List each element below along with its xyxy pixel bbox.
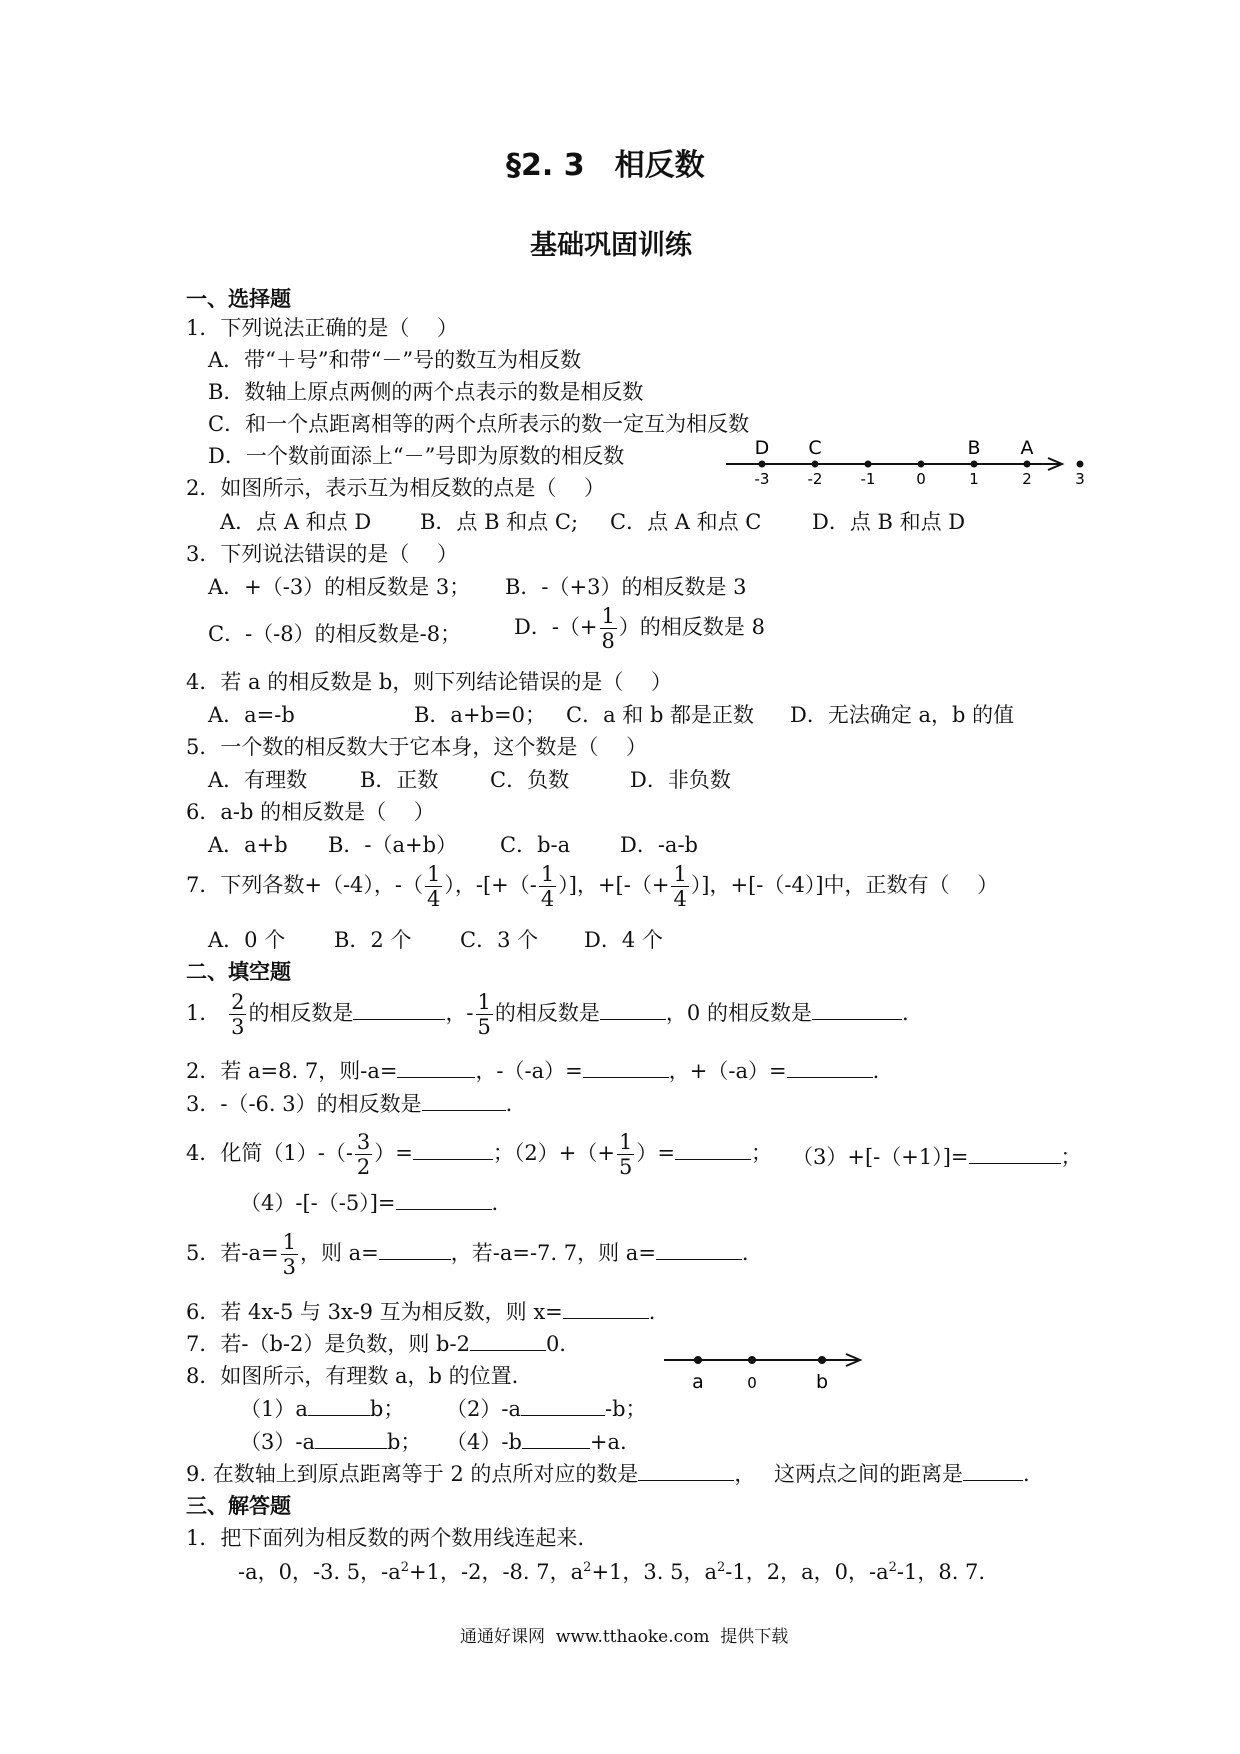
q1-option-d: D．一个数前面添上“－”号即为原数的相反数 <box>208 444 625 468</box>
section-heading-choice: 一、选择题 <box>186 287 291 311</box>
q6-option-c: C．b-a <box>500 833 571 857</box>
number-line-figure-1 <box>720 430 1085 490</box>
answer-blank[interactable] <box>396 1189 492 1210</box>
answer-blank[interactable] <box>521 1395 605 1416</box>
section-heading-solve: 三、解答题 <box>186 1494 291 1518</box>
denominator: 3 <box>282 1255 296 1279</box>
q5-option-d: D．非负数 <box>630 768 731 792</box>
q4-option-d: D．无法确定 a，b 的值 <box>790 703 1015 727</box>
q1-option-a: A．带“＋号”和带“－”号的数互为相反数 <box>208 348 582 372</box>
footer-site-name: 通通好课网 <box>460 1627 545 1647</box>
q2-option-b: B．点 B 和点 C; <box>420 510 579 534</box>
point-label: b <box>815 1371 829 1393</box>
fill-question-9-part-2 <box>774 1460 1030 1488</box>
text: b； <box>386 1430 422 1454</box>
q3-option-b: B．-（+3）的相反数是 3 <box>505 575 747 599</box>
text: . <box>491 1191 499 1215</box>
answer-blank[interactable] <box>787 1057 873 1078</box>
fill-question-2 <box>186 1057 879 1085</box>
question-5-stem: 5．一个数的相反数大于它本身，这个数是（ ） <box>186 735 648 759</box>
text: 7．若-（b-2）是负数，则 b-2 <box>186 1332 470 1356</box>
text: b； <box>369 1397 405 1421</box>
question-3-stem: 3．下列说法错误的是（ ） <box>186 542 459 566</box>
point-dot <box>818 1356 826 1364</box>
answer-blank[interactable] <box>656 1239 742 1260</box>
fill-question-8-parts-1-2 <box>240 1395 404 1423</box>
tick-dot <box>1077 461 1084 468</box>
text: . <box>741 1241 749 1265</box>
text: （2）-a <box>446 1397 521 1421</box>
numerator: 3 <box>356 1130 371 1154</box>
answer-blank[interactable] <box>308 1395 370 1416</box>
numerator: 1 <box>477 990 491 1014</box>
fill-question-8-part-2 <box>446 1395 647 1423</box>
denominator: 8 <box>601 629 615 653</box>
answer-blank[interactable] <box>638 1460 734 1481</box>
q3-option-d <box>514 604 765 653</box>
point-label: D <box>754 437 770 459</box>
text: ， <box>734 1462 756 1486</box>
page-subtitle: 基础巩固训练 <box>530 230 692 261</box>
text: ，-（-a）= <box>475 1059 583 1083</box>
fraction-3-2 <box>355 1130 372 1179</box>
question-4-stem: 4．若 a 的相反数是 b，则下列结论错误的是（ ） <box>186 670 673 694</box>
text: 4．化简（1）-（- <box>186 1141 353 1165</box>
tick-label: -2 <box>807 470 823 488</box>
q1-option-b: B．数轴上原点两侧的两个点表示的数是相反数 <box>208 380 644 404</box>
text: ，- <box>445 1001 474 1025</box>
q5-option-a: A．有理数 <box>208 768 308 792</box>
answer-blank[interactable] <box>563 1298 649 1319</box>
text: （4）-b <box>446 1430 522 1454</box>
answer-blank[interactable] <box>600 999 666 1020</box>
numerator: 1 <box>282 1230 296 1254</box>
solve-question-1-numbers: -a，0，-3. 5，$-a^2+1$，-2，-8. 7，$a^2+1$，3. 5，$a^2-1$，2，a，0，$-a^2-1$，8. 7. <box>238 1560 986 1584</box>
text: （3）-a <box>240 1430 315 1454</box>
numerator: 2 <box>231 990 245 1014</box>
q2-option-d: D．点 B 和点 D <box>812 510 966 534</box>
numerator: 1 <box>618 1130 633 1154</box>
denominator: 4 <box>673 887 687 911</box>
q5-option-c: C．负数 <box>490 768 570 792</box>
q4-option-b: B．a+b=0； <box>414 703 546 727</box>
fill-question-6 <box>186 1298 655 1326</box>
text: 0. <box>545 1332 566 1356</box>
q-number: 1． <box>186 1001 221 1025</box>
text: 9. 在数轴上到原点距离等于 2 的点所对应的数是 <box>186 1462 639 1486</box>
text: ；（2）+（+ <box>492 1141 615 1165</box>
fraction-1-4 <box>425 862 442 911</box>
numerator: 1 <box>601 604 615 628</box>
text: 3．-（-6. 3）的相反数是 <box>186 1092 422 1116</box>
answer-blank[interactable] <box>422 1090 506 1111</box>
fraction-1-4 <box>539 862 556 911</box>
text: +a. <box>589 1430 627 1454</box>
tick-label: 1 <box>969 470 979 488</box>
text: 2．若 a=8. 7，则-a= <box>186 1059 398 1083</box>
denominator: 5 <box>477 1015 491 1039</box>
fraction-1-8 <box>600 604 617 653</box>
answer-blank[interactable] <box>379 1239 451 1260</box>
point-label: C <box>808 437 822 459</box>
text: ，则 a= <box>299 1241 379 1265</box>
denominator: 2 <box>356 1155 371 1179</box>
text: ，若-a=-7. 7，则 a= <box>450 1241 656 1265</box>
text: ，0 的相反数是 <box>665 1001 812 1025</box>
q1-option-c: C．和一个点距离相等的两个点所表示的数一定互为相反数 <box>208 412 750 436</box>
text: . <box>872 1059 880 1083</box>
text: -b； <box>604 1397 647 1421</box>
answer-blank[interactable] <box>413 1139 493 1160</box>
point-label: a <box>692 1371 704 1393</box>
text: ）= <box>374 1141 413 1165</box>
answer-blank[interactable] <box>583 1057 669 1078</box>
answer-blank[interactable] <box>969 1143 1061 1164</box>
fill-question-8-part-3 <box>240 1428 421 1456</box>
tick-dot <box>1024 461 1031 468</box>
q3-d-suffix: ）的相反数是 8 <box>618 615 765 639</box>
question-2-stem: 2．如图所示，表示互为相反数的点是（ ） <box>186 476 606 500</box>
footer <box>460 1623 788 1651</box>
text: 6．若 4x-5 与 3x-9 互为相反数，则 x= <box>186 1300 563 1324</box>
tick-dot <box>971 461 978 468</box>
text: . <box>648 1300 656 1324</box>
q6-option-b: B．-（a+b） <box>328 833 458 857</box>
text: ； <box>1060 1145 1082 1169</box>
text: . <box>901 1001 909 1025</box>
point-label: B <box>967 437 981 459</box>
fill-question-4-part-3 <box>792 1143 1082 1171</box>
text: 5．若-a= <box>186 1241 279 1265</box>
number-line-figure-2 <box>660 1346 870 1406</box>
text: ）= <box>636 1141 675 1165</box>
denominator: 4 <box>427 887 441 911</box>
text: . <box>505 1092 513 1116</box>
fraction-1-4 <box>671 862 688 911</box>
tick-label: 3 <box>1075 470 1085 488</box>
footer-url[interactable]: www.tthaoke.com <box>555 1627 710 1647</box>
tick-label: 0 <box>916 470 926 488</box>
q3-d-prefix: D．-（+ <box>514 615 598 639</box>
q7-part-2: ），-[+（- <box>444 873 537 897</box>
numerator: 1 <box>427 862 441 886</box>
numerator: 1 <box>540 862 555 886</box>
q7-part-1: 7．下列各数+（-4），-（ <box>186 873 424 897</box>
fill-question-8-stem: 8．如图所示，有理数 a，b 的位置. <box>186 1364 519 1388</box>
q2-option-a: A．点 A 和点 D <box>220 510 372 534</box>
q3-option-c: C．-（-8）的相反数是-8； <box>208 622 462 646</box>
fill-question-7 <box>186 1330 566 1358</box>
fill-question-9 <box>186 1460 755 1488</box>
fill-question-1 <box>186 990 909 1039</box>
q4-option-c: C．a 和 b 都是正数 <box>566 703 755 727</box>
fraction-1-3 <box>281 1230 298 1279</box>
answer-blank[interactable] <box>675 1139 751 1160</box>
text: . <box>1023 1462 1030 1486</box>
point-label: 0 <box>747 1374 757 1392</box>
q3-option-a: A．+（-3）的相反数是 3； <box>208 575 471 599</box>
q7-part-3: ）]，+[-（+ <box>558 873 670 897</box>
answer-blank[interactable] <box>812 999 902 1020</box>
point-dot <box>694 1356 702 1364</box>
text: 这两点之间的距离是 <box>774 1462 963 1486</box>
text: （3）+[-（+1）]= <box>792 1145 969 1169</box>
answer-blank[interactable] <box>522 1428 590 1449</box>
tick-dot <box>865 461 872 468</box>
page-title: §2. 3 相反数 <box>506 148 705 183</box>
q7-option-b: B．2 个 <box>334 928 412 952</box>
q4-option-a: A．a=-b <box>208 703 295 727</box>
numerator: 1 <box>673 862 687 886</box>
tick-dot <box>918 461 925 468</box>
tick-label: -3 <box>754 470 770 488</box>
fill-question-4-part-4 <box>240 1189 498 1217</box>
q6-option-a: A．a+b <box>208 833 288 857</box>
text: 的相反数是 <box>494 1001 600 1025</box>
tick-label: -1 <box>860 470 876 488</box>
text: （4）-[-（-5）]= <box>240 1191 396 1215</box>
fill-question-3 <box>186 1090 512 1118</box>
denominator: 3 <box>231 1015 245 1039</box>
fill-question-5 <box>186 1230 749 1279</box>
answer-blank[interactable] <box>353 999 445 1020</box>
fill-question-4 <box>186 1130 772 1179</box>
fill-question-8-part-4 <box>446 1428 627 1456</box>
denominator: 5 <box>618 1155 633 1179</box>
tick-dot <box>759 461 766 468</box>
q7-option-d: D．4 个 <box>584 928 663 952</box>
solve-question-1-stem: 1．把下面列为相反数的两个数用线连起来. <box>186 1526 585 1550</box>
fraction-2-3 <box>229 990 246 1039</box>
q2-option-c: C．点 A 和点 C <box>610 510 762 534</box>
fraction-1-5 <box>617 1130 634 1179</box>
q7-part-4: ）]，+[-（-4）]中，正数有（ ） <box>690 873 999 897</box>
point-dot <box>748 1356 756 1364</box>
question-7-stem <box>186 862 998 911</box>
point-label: A <box>1020 437 1034 459</box>
section-heading-fill: 二、填空题 <box>186 960 291 984</box>
question-6-stem: 6．a-b 的相反数是（ ） <box>186 800 435 824</box>
text: （1）a <box>240 1397 308 1421</box>
answer-blank[interactable] <box>963 1460 1023 1481</box>
q5-option-b: B．正数 <box>360 768 439 792</box>
text: ； <box>750 1141 772 1165</box>
footer-suffix: 提供下载 <box>720 1627 789 1647</box>
q7-option-c: C．3 个 <box>460 928 539 952</box>
text: ，+（-a）= <box>668 1059 787 1083</box>
answer-blank[interactable] <box>315 1428 387 1449</box>
denominator: 4 <box>540 887 555 911</box>
answer-blank[interactable] <box>397 1057 475 1078</box>
text: 的相反数是 <box>248 1001 354 1025</box>
fraction-1-5 <box>476 990 493 1039</box>
q7-option-a: A．0 个 <box>208 928 286 952</box>
question-1-stem: 1．下列说法正确的是（ ） <box>186 316 459 340</box>
q6-option-d: D．-a-b <box>620 833 698 857</box>
tick-label: 2 <box>1022 470 1032 488</box>
tick-dot <box>812 461 819 468</box>
answer-blank[interactable] <box>470 1330 546 1351</box>
